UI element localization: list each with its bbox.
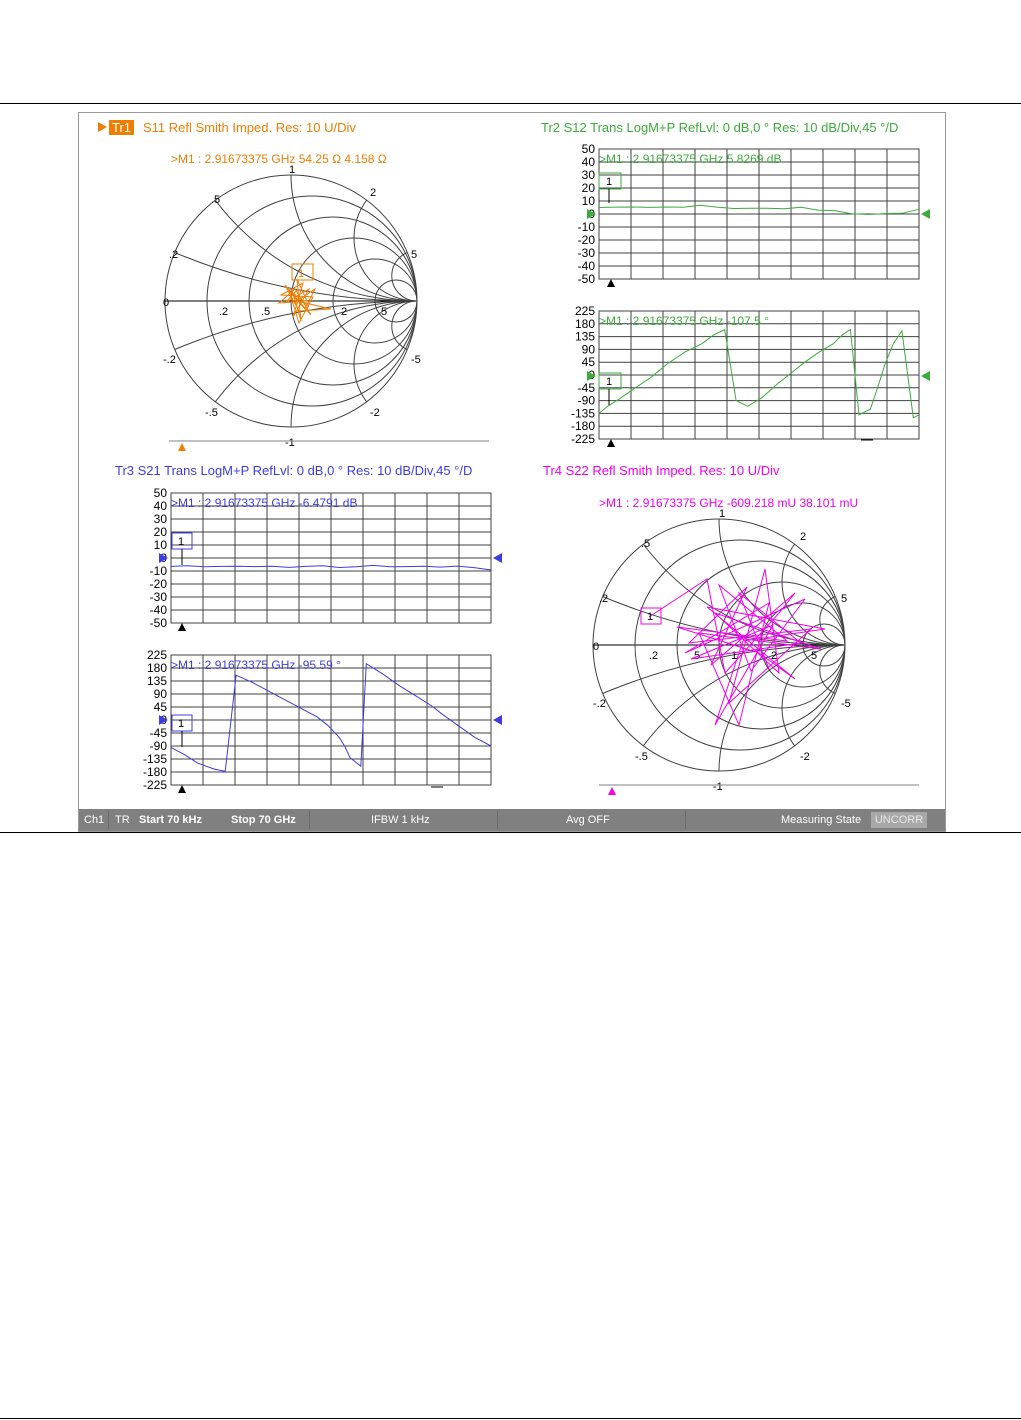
axis-tick-label: -20	[577, 233, 595, 247]
tr4-label-r-1: 1	[731, 650, 738, 662]
tr1-label-x-neg-05: -.5	[205, 407, 218, 419]
tr4-label-r-5: 5	[811, 650, 818, 662]
axis-tick-label: -90	[149, 739, 167, 753]
axis-tick-label: 10	[153, 538, 167, 552]
axis-tick-label: -180	[570, 419, 595, 434]
axis-tick-label: 225	[146, 648, 167, 662]
axis-tick-label: -50	[577, 272, 595, 286]
tr4-label-top: 1	[719, 508, 726, 520]
footer-rule	[0, 832, 1021, 833]
tr4-label-x-pos-02: .2	[599, 593, 609, 605]
tr2-mag-marker-label: 1	[606, 176, 613, 188]
axis-tick-label: 20	[153, 525, 167, 539]
tr4-label-x-neg-2: -2	[800, 751, 810, 763]
axis-tick-label: 40	[153, 499, 167, 513]
axis-tick-label: -225	[142, 778, 167, 792]
tr4-label-zero: 0	[593, 641, 600, 653]
axis-tick-label: -30	[577, 246, 595, 260]
smith-reactance-arc	[291, 113, 543, 301]
tr1-stimulus-marker-icon[interactable]	[178, 443, 186, 451]
axis-tick-label: -40	[149, 603, 167, 617]
axis-tick-label: -40	[577, 259, 595, 273]
status-channel[interactable]: Ch1	[84, 814, 105, 826]
axis-tick-label: 135	[574, 329, 595, 344]
tr4-marker-readout: >M1 : 2.91673375 GHz -609.218 mU 38.101 mU	[599, 496, 859, 510]
tr3-mag-marker-label: 1	[178, 536, 185, 548]
tr4-label-r-02: .2	[649, 650, 659, 662]
tr1-label-x-pos-02: .2	[169, 249, 179, 261]
axis-tick-label: -10	[577, 220, 595, 234]
axis-tick-label: 40	[581, 155, 595, 169]
status-measuring-state: Measuring State	[781, 814, 862, 826]
tr1-title[interactable]: S11 Refl Smith Imped. Res: 10 U/Div	[143, 120, 356, 135]
tr3-mag-ref-right-icon	[493, 553, 502, 563]
tr4-label-x-neg-5: -5	[841, 698, 851, 710]
tr1-label-x-neg-02: -.2	[163, 354, 176, 366]
status-stop-frequency[interactable]: Stop 70 GHz	[231, 814, 296, 826]
tr3-phase-ref-right-icon	[493, 715, 502, 725]
calibration-state-badge[interactable]: UNCORR	[871, 812, 927, 828]
tr1-label-x-pos-2: 2	[370, 187, 377, 199]
axis-tick-label: -45	[577, 380, 595, 395]
axis-tick-label: -45	[149, 726, 167, 740]
tr2-phase-readout: >M1 : 2.91673375 GHz -107.5 °	[599, 314, 769, 328]
axis-tick-label: 20	[581, 181, 595, 195]
axis-tick-label: -90	[577, 393, 595, 408]
axis-tick-label: 50	[153, 486, 167, 500]
status-separator	[108, 811, 109, 829]
axis-tick-label: -225	[570, 432, 595, 446]
tr3-mag-readout: >M1 : 2.91673375 GHz -6.4791 dB	[171, 496, 358, 510]
tr1-label-zero: 0	[163, 297, 170, 309]
axis-tick-label: 225	[574, 304, 595, 318]
tr4-label-r-2: 2	[771, 650, 778, 662]
tr4-label-bottom: -1	[713, 781, 723, 793]
tr2-mag-readout: >M1 : 2.91673375 GHz 5.8269 dB	[599, 152, 782, 166]
tr2-title[interactable]: Tr2 S12 Trans LogM+P RefLvl: 0 dB,0 ° Res: 10 dB/Div,45 °/D	[541, 120, 899, 135]
status-start-frequency[interactable]: Start 70 kHz	[139, 814, 202, 826]
tr1-label-x-neg-5: -5	[411, 354, 421, 366]
tr1-label-r-02: .2	[219, 306, 229, 318]
status-separator	[497, 811, 498, 829]
tr3-phase-stimulus-marker-icon[interactable]	[178, 785, 186, 793]
tr3-phase-grid[interactable]	[171, 655, 491, 785]
tr4-label-x-neg-05: -.5	[635, 751, 648, 763]
axis-tick-label: 180	[574, 316, 595, 331]
status-mode[interactable]: TR	[115, 814, 130, 826]
vna-screen	[78, 112, 946, 832]
tr4-marker-label: 1	[647, 611, 654, 623]
tr2-phase-stimulus-marker-icon[interactable]	[607, 439, 615, 447]
tr3-mag-grid[interactable]	[171, 493, 491, 623]
tr3-mag-stimulus-marker-icon[interactable]	[178, 623, 186, 631]
tr1-label-x-pos-05: .5	[211, 194, 221, 206]
tr3-phase-marker-label: 1	[178, 718, 185, 730]
header-rule	[0, 103, 1021, 104]
tr2-mag-ref-right-icon	[921, 209, 930, 219]
tr4-smith-labels	[593, 508, 851, 793]
tr1-marker-readout: >M1 : 2.91673375 GHz 54.25 Ω 4.158 Ω	[171, 152, 387, 166]
tr4-label-x-pos-05: .5	[641, 538, 651, 550]
tr4-label-r-05: .5	[691, 650, 701, 662]
tr4-label-x-neg-02: -.2	[593, 698, 606, 710]
axis-tick-label: -135	[570, 406, 595, 421]
status-separator	[685, 811, 686, 829]
axis-tick-label: 90	[581, 342, 595, 357]
tr2-phase-ref-right-icon	[921, 371, 930, 381]
tr1-label-r-5: 5	[381, 306, 388, 318]
status-separator	[309, 811, 310, 829]
axis-tick-label: 50	[581, 142, 595, 156]
tr3-title[interactable]: Tr3 S21 Trans LogM+P RefLvl: 0 dB,0 ° Res: 10 dB/Div,45 °/D	[115, 463, 473, 478]
tr2-phase-grid[interactable]	[599, 311, 919, 439]
tr2-phase-marker-label: 1	[606, 376, 613, 388]
tr1-label-r-2: 2	[341, 306, 348, 318]
axis-tick-label: 45	[581, 355, 595, 370]
tr1-label-x-neg-2: -2	[370, 407, 380, 419]
axis-tick-label: 180	[146, 661, 167, 675]
axis-tick-label: -50	[149, 616, 167, 630]
axis-tick-label: -20	[149, 577, 167, 591]
axis-tick-label: 90	[153, 687, 167, 701]
active-trace-arrow-icon	[98, 122, 107, 132]
tr2-mag-stimulus-marker-icon[interactable]	[607, 279, 615, 287]
status-averaging[interactable]: Avg OFF	[566, 814, 610, 826]
axis-tick-label: -135	[142, 752, 167, 766]
axis-tick-label: 10	[581, 194, 595, 208]
tr1-smith-labels	[163, 164, 421, 449]
tr4-label-x-pos-2: 2	[800, 531, 807, 543]
tr1-label-x-pos-5: 5	[411, 249, 418, 261]
tr1-label-r-05: .5	[261, 306, 271, 318]
tr1-tag[interactable]: Tr1	[112, 120, 132, 135]
tr1-label-top: 1	[289, 164, 296, 176]
tr4-label-x-pos-5: 5	[841, 593, 848, 605]
tr3-phase-readout: >M1 : 2.91673375 GHz -95.59 °	[171, 658, 341, 672]
status-ifbw[interactable]: IFBW 1 kHz	[371, 814, 430, 826]
axis-tick-label: 135	[146, 674, 167, 688]
page-bottom-rule	[0, 1418, 1021, 1419]
axis-tick-label: 45	[153, 700, 167, 714]
status-bar	[79, 809, 945, 831]
tr4-title[interactable]: Tr4 S22 Refl Smith Imped. Res: 10 U/Div	[543, 463, 780, 478]
plot-area	[79, 113, 945, 809]
axis-tick-label: -10	[149, 564, 167, 578]
tr1-marker-label: 1	[298, 268, 305, 280]
axis-tick-label: 30	[581, 168, 595, 182]
axis-tick-label: -30	[149, 590, 167, 604]
tr4-stimulus-marker-icon[interactable]	[608, 787, 616, 795]
axis-tick-label: -180	[142, 765, 167, 779]
tr1-label-bottom: -1	[285, 437, 295, 449]
axis-tick-label: 30	[153, 512, 167, 526]
